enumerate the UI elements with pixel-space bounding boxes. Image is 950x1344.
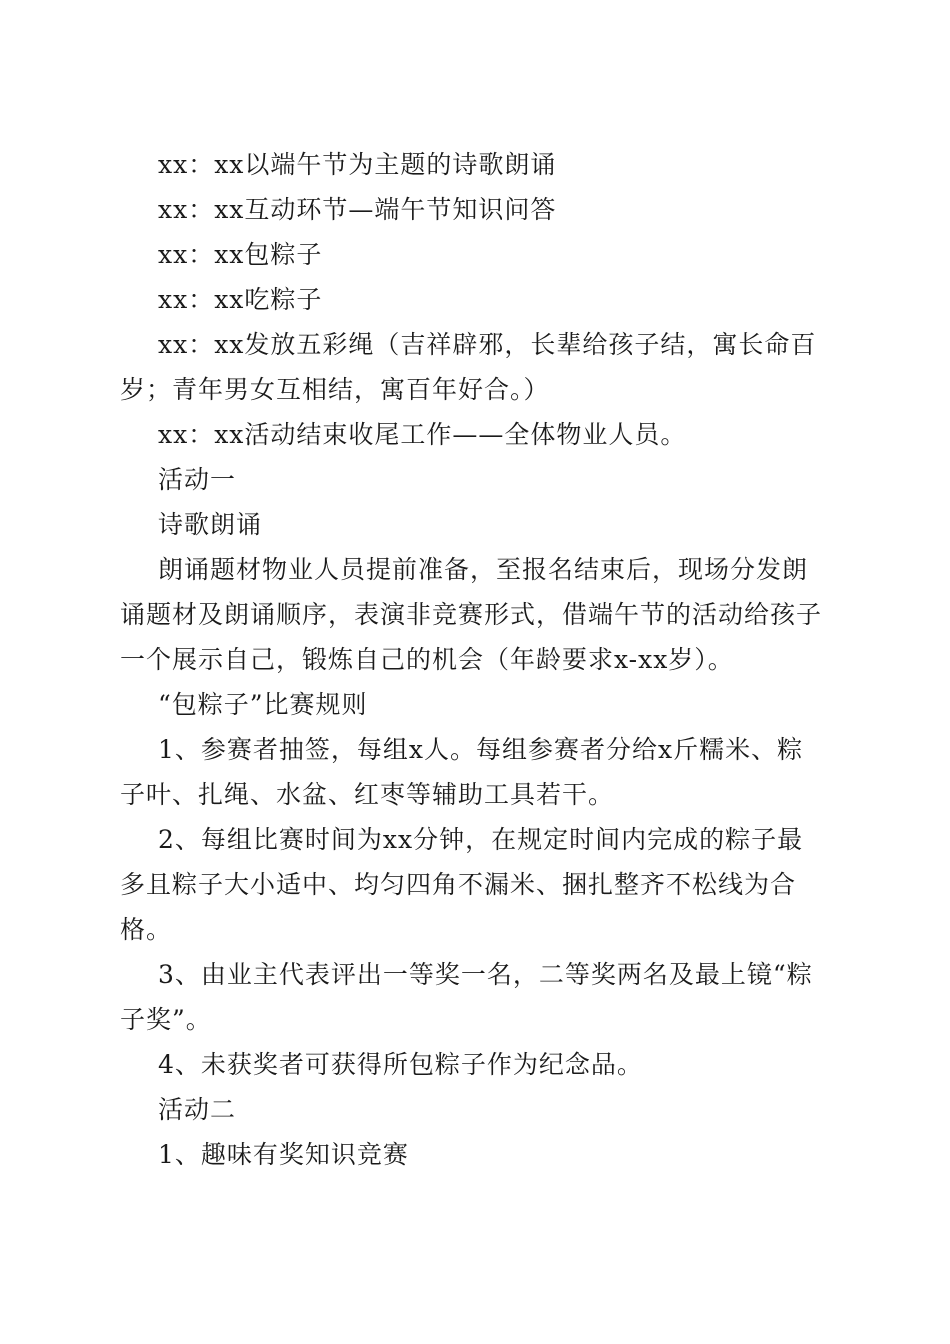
rule-item-2: 2、每组比赛时间为xx分钟，在规定时间内完成的粽子最多且粽子大小适中、均匀四角不漏米、捆扎整齐不松线为合格。: [120, 825, 804, 944]
rule-item-3: 3、由业主代表评出一等奖一名，二等奖两名及最上镜“粽子奖”。: [120, 960, 813, 1034]
rule-item-4: 4、未获奖者可获得所包粽子作为纪念品。: [158, 1050, 643, 1079]
schedule-item-eat-zongzi: xx：xx吃粽子: [158, 285, 323, 314]
section-heading-activity-two: 活动二: [158, 1095, 237, 1124]
schedule-item-colored-rope: xx：xx发放五彩绳（吉祥辟邪，长辈给孩子结，寓长命百岁；青年男女互相结，寓百年好合。）: [120, 330, 817, 404]
poetry-description: 朗诵题材物业人员提前准备，至报名结束后，现场分发朗诵题材及朗诵顺序，表演非竞赛形式，借端午节的活动给孩子一个展示自己，锻炼自己的机会（年龄要求x-xx岁）。: [120, 555, 823, 674]
subheading-poetry-recital: 诗歌朗诵: [158, 510, 263, 539]
subheading-zongzi-rules: “包粽子”比赛规则: [158, 690, 368, 719]
schedule-item-closing: xx：xx活动结束收尾工作——全体物业人员。: [158, 420, 687, 449]
rule-item-1: 1、参赛者抽签，每组x人。每组参赛者分给x斤糯米、粽子叶、扎绳、水盆、红枣等辅助工具若干。: [120, 735, 804, 809]
document-body: [120, 142, 828, 1177]
schedule-item-poetry: xx：xx以端午节为主题的诗歌朗诵: [158, 150, 557, 179]
section-heading-activity-one: 活动一: [158, 465, 237, 494]
schedule-item-wrap-zongzi: xx：xx包粽子: [158, 240, 323, 269]
schedule-item-quiz: xx：xx互动环节—端午节知识问答: [158, 195, 557, 224]
activity-two-item-1: 1、趣味有奖知识竞赛: [158, 1140, 409, 1169]
